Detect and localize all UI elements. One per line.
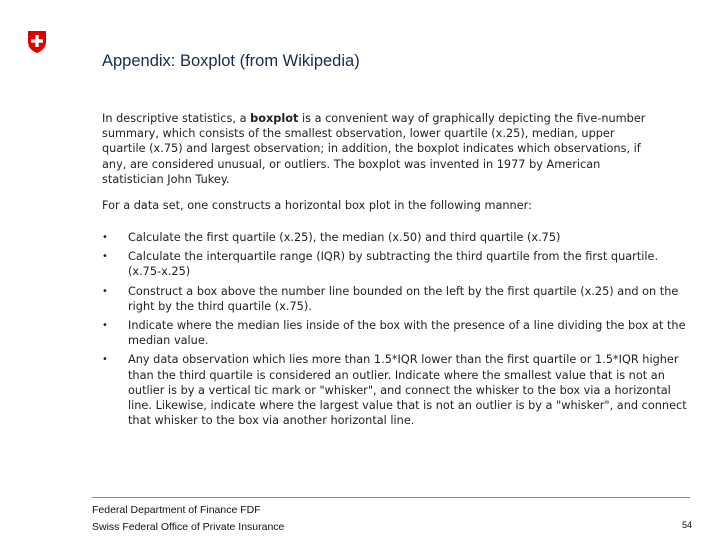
bullet-text: Calculate the interquartile range (IQR) by subtracting the third quartile from the first quartile. (x.75-x.25) bbox=[128, 250, 659, 279]
list-item bbox=[102, 230, 692, 245]
bullet-text: Indicate where the median lies inside of the box with the presence of a line dividing the box at the median value. bbox=[128, 319, 686, 348]
bullet-list bbox=[102, 230, 692, 432]
bullet-icon: • bbox=[102, 251, 108, 263]
list-item bbox=[102, 352, 692, 428]
bullet-icon: • bbox=[102, 285, 108, 297]
footer-divider bbox=[92, 497, 690, 498]
bullet-icon: • bbox=[102, 232, 108, 243]
footer bbox=[92, 502, 284, 536]
footer-office: Swiss Federal Office of Private Insurance bbox=[92, 521, 285, 533]
swiss-cross-logo-icon bbox=[27, 30, 47, 54]
intro-paragraph bbox=[102, 111, 647, 187]
bullet-text: Any data observation which lies more than 1.5*IQR lower than the first quartile or 1.5*IQR higher than the third quartile is considered an outlier. Indicate where the smallest value that is not an outlier is by a vertical tic mark or "whisker", and connect the whisker to the box via a horizontal line. Likewise, indicate where the largest value that is not an outlier is by a "whisker", and connect that whisker to the box via another horizontal line. bbox=[128, 353, 687, 428]
list-item bbox=[102, 284, 692, 314]
footer-department: Federal Department of Finance FDF bbox=[92, 504, 261, 516]
lead-sentence: For a data set, one constructs a horizontal box plot in the following manner: bbox=[102, 199, 532, 212]
intro-bold-term: boxplot bbox=[250, 112, 299, 125]
bullet-icon: • bbox=[102, 320, 108, 332]
bullet-text: Construct a box above the number line bounded on the left by the first quartile (x.25) and on the right by the third quartile (x.75). bbox=[128, 284, 679, 313]
page-title: Appendix: Boxplot (from Wikipedia) bbox=[102, 52, 360, 70]
intro-text-end: is a convenient way of graphically depicting the five-number summary, which consists of the smallest observation, lower quartile (x.25), median, upper quartile (x.75) and largest observation; in addition, the boxplot indicates which observations, if any, are considered unusual, or outliers. The boxplot was invented in 1977 by American statistician John Tukey. bbox=[102, 112, 646, 186]
intro-text-start: In descriptive statistics, a bbox=[102, 112, 251, 125]
page-number: 54 bbox=[681, 520, 692, 530]
list-item bbox=[102, 318, 692, 348]
bullet-text: Calculate the first quartile (x.25), the median (x.50) and third quartile (x.75) bbox=[128, 231, 561, 244]
bullet-icon: • bbox=[102, 354, 108, 366]
list-item bbox=[102, 249, 692, 279]
